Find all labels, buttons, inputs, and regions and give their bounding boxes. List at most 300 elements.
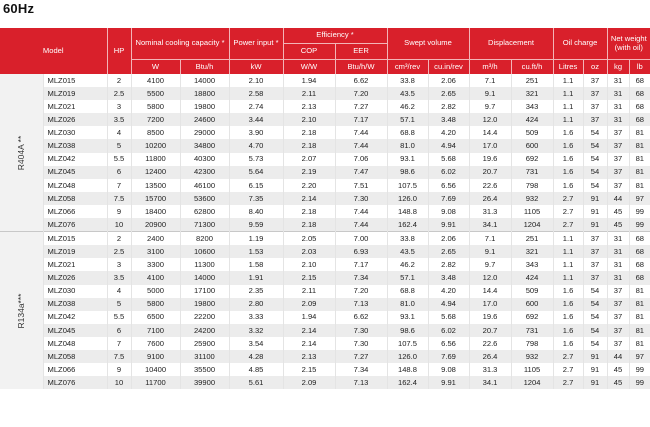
cell-model: MLZ042: [43, 311, 107, 324]
cell-oil-litres: 1.6: [553, 311, 583, 324]
table-row: [0, 376, 650, 389]
unit-btu-h-w: Btu/h/W: [335, 60, 387, 75]
table-row: [0, 192, 650, 205]
cell-cooling-w: 13500: [131, 179, 180, 192]
cell-disp-cufth: 1105: [511, 363, 553, 376]
cell-cop: 2.13: [283, 350, 335, 363]
cell-eer: 7.20: [335, 87, 387, 100]
cell-hp: 2: [107, 74, 131, 87]
cell-eer: 7.44: [335, 205, 387, 218]
cell-weight-lb: 81: [629, 337, 650, 350]
cell-swept-cuin: 4.20: [428, 126, 469, 139]
cell-weight-kg: 44: [607, 192, 629, 205]
cell-cooling-w: 7200: [131, 113, 180, 126]
cell-weight-lb: 99: [629, 376, 650, 389]
cell-swept-cm3: 43.5: [387, 87, 428, 100]
cell-cooling-btuh: 14000: [180, 74, 229, 87]
cell-eer: 7.13: [335, 376, 387, 389]
cell-disp-m3h: 12.0: [469, 271, 511, 284]
cell-oil-litres: 2.7: [553, 350, 583, 363]
cell-cooling-w: 8500: [131, 126, 180, 139]
cell-weight-kg: 37: [607, 298, 629, 311]
cell-swept-cm3: 126.0: [387, 350, 428, 363]
cell-oil-litres: 2.7: [553, 205, 583, 218]
cell-cooling-btuh: 46100: [180, 179, 229, 192]
cell-oil-oz: 37: [583, 74, 607, 87]
cell-power-kw: 5.73: [229, 153, 283, 166]
cell-oil-litres: 1.6: [553, 337, 583, 350]
cell-weight-kg: 31: [607, 232, 629, 246]
cell-eer: 7.44: [335, 126, 387, 139]
cell-weight-lb: 99: [629, 205, 650, 218]
cell-eer: 7.17: [335, 113, 387, 126]
header-power-input: Power input *: [229, 28, 283, 60]
cell-eer: 7.17: [335, 258, 387, 271]
cell-disp-cufth: 251: [511, 74, 553, 87]
cell-swept-cm3: 162.4: [387, 218, 428, 232]
table-row: [0, 258, 650, 271]
cell-cooling-btuh: 25900: [180, 337, 229, 350]
cell-oil-oz: 54: [583, 126, 607, 139]
table-row: [0, 153, 650, 166]
cell-weight-kg: 37: [607, 153, 629, 166]
cell-oil-litres: 1.6: [553, 324, 583, 337]
cell-eer: 7.47: [335, 166, 387, 179]
cell-oil-oz: 91: [583, 205, 607, 218]
cell-disp-cufth: 798: [511, 179, 553, 192]
cell-swept-cm3: 33.8: [387, 232, 428, 246]
cell-disp-cufth: 1204: [511, 376, 553, 389]
cell-eer: 7.34: [335, 363, 387, 376]
cell-eer: 7.34: [335, 271, 387, 284]
cell-weight-kg: 31: [607, 100, 629, 113]
cell-power-kw: 2.80: [229, 298, 283, 311]
cell-model: MLZ026: [43, 113, 107, 126]
cell-cooling-btuh: 17100: [180, 285, 229, 298]
cell-model: MLZ058: [43, 192, 107, 205]
cell-oil-litres: 1.6: [553, 298, 583, 311]
cell-oil-oz: 91: [583, 192, 607, 205]
cell-model: MLZ026: [43, 271, 107, 284]
cell-eer: 6.93: [335, 245, 387, 258]
cell-cooling-btuh: 40300: [180, 153, 229, 166]
cell-eer: 7.27: [335, 350, 387, 363]
cell-cooling-btuh: 24600: [180, 113, 229, 126]
cell-hp: 7.5: [107, 350, 131, 363]
cell-cooling-btuh: 35500: [180, 363, 229, 376]
table-row: [0, 311, 650, 324]
cell-oil-oz: 91: [583, 363, 607, 376]
cell-swept-cm3: 68.8: [387, 285, 428, 298]
cell-cop: 2.11: [283, 285, 335, 298]
cell-cooling-w: 9100: [131, 350, 180, 363]
cell-cop: 2.18: [283, 139, 335, 152]
cell-cop: 2.07: [283, 153, 335, 166]
cell-oil-litres: 1.1: [553, 271, 583, 284]
cell-weight-kg: 31: [607, 271, 629, 284]
cell-oil-litres: 1.1: [553, 74, 583, 87]
cell-cop: 2.18: [283, 205, 335, 218]
cell-disp-m3h: 17.0: [469, 139, 511, 152]
cell-power-kw: 2.35: [229, 285, 283, 298]
cell-hp: 3: [107, 100, 131, 113]
cell-hp: 6: [107, 166, 131, 179]
header-oil-charge: Oil charge: [553, 28, 607, 60]
cell-power-kw: 1.19: [229, 232, 283, 246]
cell-disp-cufth: 798: [511, 337, 553, 350]
cell-cooling-w: 12400: [131, 166, 180, 179]
cell-swept-cm3: 81.0: [387, 139, 428, 152]
cell-swept-cm3: 107.5: [387, 337, 428, 350]
cell-disp-m3h: 19.6: [469, 311, 511, 324]
cell-disp-cufth: 731: [511, 166, 553, 179]
cell-disp-m3h: 9.7: [469, 258, 511, 271]
cell-swept-cuin: 2.65: [428, 245, 469, 258]
cell-swept-cuin: 2.82: [428, 100, 469, 113]
cell-oil-oz: 54: [583, 311, 607, 324]
cell-weight-kg: 37: [607, 139, 629, 152]
table-row: [0, 205, 650, 218]
cell-power-kw: 3.32: [229, 324, 283, 337]
table-row: [0, 232, 650, 246]
cell-weight-lb: 81: [629, 179, 650, 192]
cell-weight-lb: 68: [629, 113, 650, 126]
unit-litres: Litres: [553, 60, 583, 75]
cell-disp-m3h: 19.6: [469, 153, 511, 166]
unit-w-per-w: W/W: [283, 60, 335, 75]
cell-model: MLZ066: [43, 363, 107, 376]
cell-power-kw: 7.35: [229, 192, 283, 205]
header-net-weight: Net weight (with oil): [607, 28, 650, 60]
table-row: [0, 100, 650, 113]
cell-power-kw: 4.85: [229, 363, 283, 376]
cell-disp-m3h: 26.4: [469, 192, 511, 205]
refrigerant-cell: [0, 74, 43, 232]
cell-cooling-btuh: 22200: [180, 311, 229, 324]
cell-swept-cm3: 126.0: [387, 192, 428, 205]
cell-disp-cufth: 731: [511, 324, 553, 337]
table-row: [0, 337, 650, 350]
cell-power-kw: 5.64: [229, 166, 283, 179]
unit-cu-ft-h: cu.ft/h: [511, 60, 553, 75]
cell-cooling-w: 18400: [131, 205, 180, 218]
cell-model: MLZ015: [43, 74, 107, 87]
table-row: [0, 139, 650, 152]
cell-weight-kg: 31: [607, 87, 629, 100]
cell-power-kw: 5.61: [229, 376, 283, 389]
table-row: [0, 74, 650, 87]
cell-swept-cm3: 68.8: [387, 126, 428, 139]
cell-cooling-w: 2400: [131, 232, 180, 246]
cell-eer: 7.44: [335, 139, 387, 152]
cell-oil-litres: 2.7: [553, 363, 583, 376]
cell-oil-litres: 1.6: [553, 179, 583, 192]
cell-disp-cufth: 600: [511, 139, 553, 152]
cell-power-kw: 2.58: [229, 87, 283, 100]
cell-hp: 3: [107, 258, 131, 271]
table-row: [0, 298, 650, 311]
cell-oil-oz: 54: [583, 166, 607, 179]
cell-swept-cm3: 98.6: [387, 166, 428, 179]
cell-hp: 5: [107, 139, 131, 152]
cell-weight-kg: 31: [607, 74, 629, 87]
header-nominal-cooling: Nominal cooling capacity *: [131, 28, 229, 60]
cell-model: MLZ058: [43, 350, 107, 363]
unit-cu-in-rev: cu.in/rev: [428, 60, 469, 75]
cell-disp-cufth: 343: [511, 100, 553, 113]
cell-oil-litres: 2.7: [553, 376, 583, 389]
cell-oil-litres: 1.1: [553, 245, 583, 258]
cell-swept-cuin: 4.20: [428, 285, 469, 298]
cell-cooling-btuh: 19800: [180, 100, 229, 113]
cell-cop: 2.11: [283, 87, 335, 100]
cell-weight-lb: 68: [629, 245, 650, 258]
cell-disp-cufth: 321: [511, 87, 553, 100]
cell-cooling-w: 5500: [131, 87, 180, 100]
cell-weight-lb: 81: [629, 285, 650, 298]
cell-cop: 1.94: [283, 311, 335, 324]
cell-swept-cuin: 4.94: [428, 139, 469, 152]
cell-model: MLZ048: [43, 179, 107, 192]
cell-eer: 7.13: [335, 298, 387, 311]
cell-weight-lb: 81: [629, 311, 650, 324]
cell-hp: 5.5: [107, 311, 131, 324]
cell-swept-cuin: 9.91: [428, 218, 469, 232]
cell-swept-cuin: 9.08: [428, 205, 469, 218]
unit-kw: kW: [229, 60, 283, 75]
cell-swept-cm3: 98.6: [387, 324, 428, 337]
cell-eer: 7.27: [335, 100, 387, 113]
cell-disp-m3h: 26.4: [469, 350, 511, 363]
cell-swept-cuin: 9.91: [428, 376, 469, 389]
cell-oil-oz: 54: [583, 139, 607, 152]
cell-cop: 2.18: [283, 126, 335, 139]
cell-hp: 3.5: [107, 271, 131, 284]
header-cop: COP: [283, 43, 335, 59]
cell-weight-lb: 99: [629, 218, 650, 232]
cell-disp-m3h: 22.6: [469, 337, 511, 350]
cell-swept-cuin: 6.56: [428, 179, 469, 192]
cell-oil-oz: 37: [583, 271, 607, 284]
cell-cop: 2.18: [283, 218, 335, 232]
cell-model: MLZ048: [43, 337, 107, 350]
cell-cooling-btuh: 42300: [180, 166, 229, 179]
cell-power-kw: 1.58: [229, 258, 283, 271]
table-row: [0, 126, 650, 139]
cell-cooling-btuh: 34800: [180, 139, 229, 152]
cell-swept-cm3: 148.8: [387, 205, 428, 218]
cell-weight-lb: 81: [629, 153, 650, 166]
header-displacement: Displacement: [469, 28, 553, 60]
cell-cooling-w: 5800: [131, 298, 180, 311]
cell-cop: 2.05: [283, 232, 335, 246]
table-header: [0, 28, 650, 74]
cell-cooling-w: 20900: [131, 218, 180, 232]
cell-power-kw: 9.59: [229, 218, 283, 232]
cell-swept-cuin: 6.02: [428, 324, 469, 337]
unit-cm3-rev: cm³/rev: [387, 60, 428, 75]
cell-disp-cufth: 343: [511, 258, 553, 271]
cell-disp-cufth: 932: [511, 192, 553, 205]
cell-disp-cufth: 509: [511, 126, 553, 139]
cell-hp: 4: [107, 126, 131, 139]
cell-cooling-w: 4100: [131, 74, 180, 87]
unit-lb: lb: [629, 60, 650, 75]
cell-power-kw: 6.15: [229, 179, 283, 192]
refrigerant-cell: [0, 232, 43, 390]
cell-weight-kg: 31: [607, 258, 629, 271]
cell-swept-cuin: 2.06: [428, 232, 469, 246]
cell-weight-lb: 81: [629, 139, 650, 152]
cell-cooling-btuh: 39900: [180, 376, 229, 389]
cell-hp: 7: [107, 337, 131, 350]
cell-swept-cm3: 107.5: [387, 179, 428, 192]
cell-weight-lb: 97: [629, 350, 650, 363]
cell-eer: 7.06: [335, 153, 387, 166]
cell-disp-m3h: 9.7: [469, 100, 511, 113]
cell-swept-cm3: 93.1: [387, 153, 428, 166]
cell-weight-kg: 45: [607, 363, 629, 376]
cell-weight-kg: 37: [607, 179, 629, 192]
cell-cop: 2.03: [283, 245, 335, 258]
cell-swept-cm3: 93.1: [387, 311, 428, 324]
table-row: [0, 324, 650, 337]
table-row: [0, 218, 650, 232]
cell-disp-cufth: 424: [511, 271, 553, 284]
cell-cooling-w: 7600: [131, 337, 180, 350]
cell-model: MLZ045: [43, 166, 107, 179]
table-row: [0, 113, 650, 126]
cell-oil-litres: 1.1: [553, 258, 583, 271]
cell-weight-lb: 81: [629, 166, 650, 179]
cell-hp: 4: [107, 285, 131, 298]
cell-cooling-w: 3300: [131, 258, 180, 271]
cell-cooling-btuh: 10600: [180, 245, 229, 258]
cell-hp: 9: [107, 205, 131, 218]
cell-oil-oz: 54: [583, 153, 607, 166]
cell-cop: 2.20: [283, 179, 335, 192]
cell-disp-m3h: 7.1: [469, 74, 511, 87]
cell-model: MLZ042: [43, 153, 107, 166]
cell-eer: 7.00: [335, 232, 387, 246]
cell-swept-cm3: 148.8: [387, 363, 428, 376]
cell-cooling-btuh: 53600: [180, 192, 229, 205]
refrigerant-label: R404A **: [16, 135, 26, 170]
cell-swept-cuin: 9.08: [428, 363, 469, 376]
cell-swept-cm3: 46.2: [387, 100, 428, 113]
cell-eer: 6.62: [335, 311, 387, 324]
table-row: [0, 179, 650, 192]
cell-cop: 2.15: [283, 363, 335, 376]
cell-oil-oz: 37: [583, 100, 607, 113]
cell-disp-m3h: 9.1: [469, 87, 511, 100]
cell-disp-m3h: 14.4: [469, 126, 511, 139]
cell-cooling-btuh: 11300: [180, 258, 229, 271]
cell-disp-cufth: 1105: [511, 205, 553, 218]
cell-hp: 6: [107, 324, 131, 337]
unit-w: W: [131, 60, 180, 75]
cell-disp-cufth: 932: [511, 350, 553, 363]
cell-swept-cuin: 3.48: [428, 113, 469, 126]
cell-oil-oz: 54: [583, 324, 607, 337]
cell-swept-cm3: 162.4: [387, 376, 428, 389]
compressor-spec-table: [0, 28, 650, 389]
cell-weight-kg: 37: [607, 126, 629, 139]
cell-swept-cuin: 6.02: [428, 166, 469, 179]
cell-hp: 7: [107, 179, 131, 192]
cell-weight-lb: 68: [629, 87, 650, 100]
cell-weight-lb: 68: [629, 74, 650, 87]
cell-swept-cuin: 7.69: [428, 192, 469, 205]
cell-swept-cuin: 2.65: [428, 87, 469, 100]
table-row: [0, 363, 650, 376]
cell-oil-litres: 1.1: [553, 113, 583, 126]
cell-cooling-w: 7100: [131, 324, 180, 337]
cell-hp: 2.5: [107, 87, 131, 100]
cell-weight-lb: 68: [629, 232, 650, 246]
cell-cooling-w: 11800: [131, 153, 180, 166]
cell-oil-litres: 1.6: [553, 166, 583, 179]
cell-model: MLZ019: [43, 245, 107, 258]
cell-hp: 5.5: [107, 153, 131, 166]
cell-cooling-btuh: 24200: [180, 324, 229, 337]
table-row: [0, 271, 650, 284]
cell-cooling-btuh: 18800: [180, 87, 229, 100]
header-efficiency: Efficiency *: [283, 28, 387, 43]
cell-cooling-w: 10400: [131, 363, 180, 376]
cell-oil-oz: 37: [583, 113, 607, 126]
cell-model: MLZ021: [43, 258, 107, 271]
cell-model: MLZ021: [43, 100, 107, 113]
cell-oil-oz: 37: [583, 87, 607, 100]
cell-weight-lb: 97: [629, 192, 650, 205]
cell-disp-cufth: 424: [511, 113, 553, 126]
cell-model: MLZ030: [43, 126, 107, 139]
cell-hp: 7.5: [107, 192, 131, 205]
cell-hp: 9: [107, 363, 131, 376]
cell-weight-lb: 68: [629, 258, 650, 271]
cell-cop: 2.15: [283, 271, 335, 284]
cell-power-kw: 3.44: [229, 113, 283, 126]
cell-weight-lb: 68: [629, 100, 650, 113]
cell-power-kw: 3.54: [229, 337, 283, 350]
cell-disp-cufth: 1204: [511, 218, 553, 232]
table-row: [0, 350, 650, 363]
cell-oil-oz: 54: [583, 337, 607, 350]
cell-disp-cufth: 692: [511, 311, 553, 324]
cell-disp-m3h: 7.1: [469, 232, 511, 246]
cell-eer: 7.30: [335, 337, 387, 350]
cell-disp-m3h: 14.4: [469, 285, 511, 298]
cell-cooling-btuh: 62800: [180, 205, 229, 218]
cell-weight-kg: 45: [607, 218, 629, 232]
cell-eer: 7.51: [335, 179, 387, 192]
cell-swept-cuin: 4.94: [428, 298, 469, 311]
cell-oil-oz: 37: [583, 232, 607, 246]
cell-weight-lb: 81: [629, 324, 650, 337]
cell-disp-m3h: 34.1: [469, 218, 511, 232]
cell-power-kw: 1.91: [229, 271, 283, 284]
cell-eer: 7.20: [335, 285, 387, 298]
cell-disp-m3h: 9.1: [469, 245, 511, 258]
cell-disp-m3h: 20.7: [469, 324, 511, 337]
cell-hp: 3.5: [107, 113, 131, 126]
cell-oil-oz: 54: [583, 285, 607, 298]
cell-cooling-w: 10200: [131, 139, 180, 152]
cell-oil-litres: 2.7: [553, 218, 583, 232]
cell-cop: 1.94: [283, 74, 335, 87]
cell-cop: 2.14: [283, 337, 335, 350]
